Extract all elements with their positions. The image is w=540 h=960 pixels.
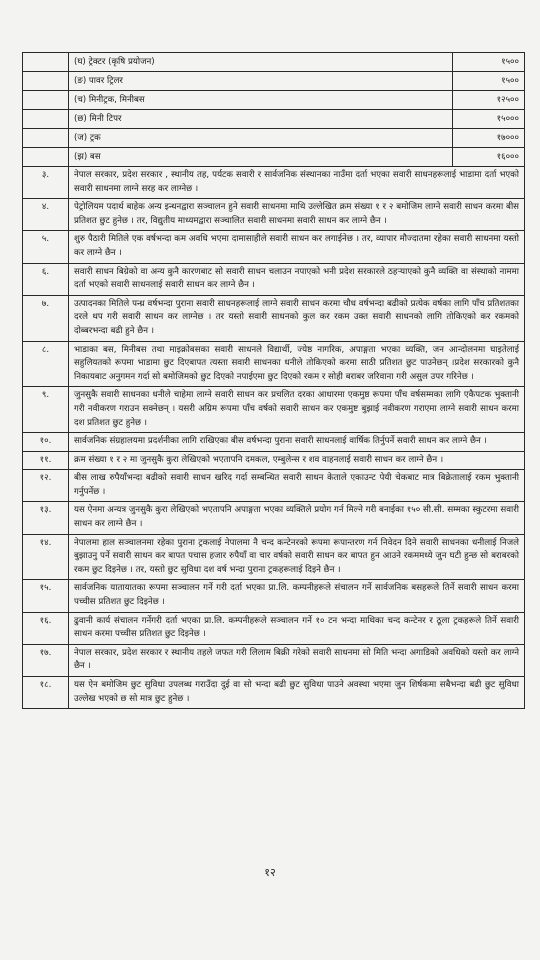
row-number-cell [23, 129, 69, 148]
vehicle-label: (ज) ट्रक [69, 129, 453, 148]
clause-row [23, 580, 525, 612]
clause-number: ६. [23, 263, 69, 295]
clause-number: ११. [23, 451, 69, 470]
vehicle-label: (घ) ट्रेक्टर (कृषि प्रयोजन) [69, 53, 453, 72]
vehicle-row [23, 53, 525, 72]
row-number-cell [23, 53, 69, 72]
vehicle-rate: १६००० [453, 148, 525, 167]
clause-row [23, 451, 525, 470]
vehicle-rate: १७००० [453, 129, 525, 148]
clause-row [23, 387, 525, 433]
vehicle-rates-section [23, 53, 525, 167]
vehicle-rate: १५०० [453, 72, 525, 91]
clause-text: नेपालमा हाल सञ्चालनमा रहेका पुराना ट्रकलाई नेपालमा नै चन्द कन्टेनरको रूपमा रूपान्तरण गर्न निवेदन दिने सवारी साधनका धनीलाई निजले बुझाउनु पर्ने सवारी साधन कर बापत पचास हजार रुपैयाँ वा चार वर्षको सवारी साधन कर बापत हुन आउने रकममध्ये जुन घटी हुन्छ सो बराबरको रकम छुट दिइनेछ । तर, यस्तो छुट सुविधा दश वर्ष भन्दा पुराना ट्रकहरूलाई दिइने छैन । [69, 534, 525, 580]
clause-number: १४. [23, 534, 69, 580]
clause-text: यस ऐनमा अन्यत्र जुनसुकै कुरा लेखिएको भएतापनि अपाङ्गता भएका व्यक्तिले प्रयोग गर्न मिल्ने गरी बनाईका १५० सी.सी. सम्मका स्कुटरमा सवारी साधन कर लाग्ने छैन । [69, 502, 525, 534]
clause-number: ७. [23, 295, 69, 341]
clause-row [23, 502, 525, 534]
clause-text: पेट्रोलियम पदार्थ बाहेक अन्य इन्धनद्वारा सञ्चालन हुने सवारी साधनमा माथि उल्लेखित क्रम संख्या १ र २ बमोजिम लाग्ने सवारी साधन करमा बीस प्रतिशत छुट हुनेछ । तर, विद्युतीय माध्यमद्वारा सञ्चालित सवारी साधनमा सवारी साधन कर लाग्ने छैन । [69, 199, 525, 231]
row-number-cell [23, 110, 69, 129]
vehicle-row [23, 148, 525, 167]
clause-text: नेपाल सरकार, प्रदेश सरकार , स्थानीय तह, पर्यटक सवारी र सार्वजनिक संस्थानका नाउँमा दर्ता भएका सवारी साधनहरूलाई भाडामा दर्ता भएको सवारी साधनमा लाग्ने सरह कर लाग्नेछ । [69, 167, 525, 199]
clause-text: बीस लाख रुपैयाँभन्दा बढीको सवारी साधन खरिद गर्दा सम्बन्धित सवारी साधन केताले एकाउन्ट पेयी चेकबाट मात्र बिक्रेतालाई रकम भुक्तानी गर्नुपर्नेछ । [69, 470, 525, 502]
clause-row [23, 167, 525, 199]
vehicle-rate: १५०० [453, 53, 525, 72]
vehicle-label: (च) मिनीट्रक, मिनीबस [69, 91, 453, 110]
clause-text: सार्वजनिक यातायातका रूपमा सञ्चालन गर्ने गरी दर्ता भएका प्रा.लि. कम्पनीहरूले संचालन गर्ने सार्वजनिक बसहरूले तिर्ने सवारी साधन करमा पच्चीस प्रतिशत छुट दिइनेछ । [69, 580, 525, 612]
vehicle-row [23, 72, 525, 91]
clause-row [23, 199, 525, 231]
clause-number: ८. [23, 341, 69, 387]
clause-row [23, 295, 525, 341]
clause-text: भाडाका बस, मिनीबस तथा माइक्रोबसका सवारी साधनले विद्यार्थी, ज्येष्ठ नागरिक, अपाङ्गता भएका व्यक्ति, जन आन्दोलनमा घाइतेलाई सहुलियतको रूपमा भाडामा छुट दिएबापत त्यस्ता सवारी साधनका धनीले तोकिएको करमा साठी प्रतिशत छुट पाउनेछन् ।प्रदेश सरकारको कुनै निकायबाट अनुगमन गर्दा सो बमोजिमको छुट दिएको नपाईएमा छुट दिएको रकम र सोही बराबर जरिवाना गरी असुल उपर गरिनेछ । [69, 341, 525, 387]
clause-number: १६. [23, 612, 69, 644]
row-number-cell [23, 148, 69, 167]
vehicle-label: (झ) बस [69, 148, 453, 167]
clauses-section [23, 167, 525, 709]
clause-row [23, 341, 525, 387]
clause-number: १२. [23, 470, 69, 502]
clause-number: ४. [23, 199, 69, 231]
row-number-cell [23, 72, 69, 91]
clause-text: नेपाल सरकार, प्रदेश सरकार र स्थानीय तहले जफत गरी लिलाम बिक्री गरेको सवारी साधनमा सो मिति भन्दा अगाडिको अवधिको यस्तो कर लाग्ने छैन । [69, 644, 525, 676]
clause-number: १५. [23, 580, 69, 612]
clause-row [23, 677, 525, 709]
clause-text: यस ऐन बमोजिम छुट सुविधा उपलब्ध गराउँदा दुई वा सो भन्दा बढी छुट सुविधा पाउने अवस्था भएमा जुन शिर्षकमा सबैभन्दा बढी छुट सुविधा उल्लेख भएको छ सो मात्र छुट हुनेछ । [69, 677, 525, 709]
clause-number: ९. [23, 387, 69, 433]
clause-text: शुरु पैठारी मितिले एक वर्षभन्दा कम अवधि भएमा दामासाहीले सवारी साधन कर लगाईनेछ । तर, व्यापार मौज्दातमा रहेका सवारी साधनमा यस्तो कर लाग्ने छैन । [69, 231, 525, 263]
clause-row [23, 433, 525, 452]
clause-text: सार्वजनिक संग्रहालयमा प्रदर्शनीका लागि राखिएका बीस वर्षभन्दा पुराना सवारी साधनलाई वार्षिक तिर्नुपर्ने सवारी साधन कर लाग्ने छैन । [69, 433, 525, 452]
clause-number: १७. [23, 644, 69, 676]
vehicle-row [23, 91, 525, 110]
clause-row [23, 534, 525, 580]
clause-text: क्रम संख्या १ र २ मा जुनसुकै कुरा लेखिएको भएतापनि दमकल, एम्बुलेन्स र शव वाहनलाई सवारी साधन कर लाग्ने छैन । [69, 451, 525, 470]
clause-row [23, 470, 525, 502]
clause-row [23, 644, 525, 676]
clause-row [23, 231, 525, 263]
vehicle-row [23, 129, 525, 148]
clause-number: १०. [23, 433, 69, 452]
vehicle-rate: १२५०० [453, 91, 525, 110]
clause-number: ३. [23, 167, 69, 199]
page-number: १२ [264, 866, 276, 879]
clause-text: जुनसुकै सवारी साधनका धनीले चाहेमा लाग्ने सवारी साधन कर प्रचलित दरका आधारमा एकमुष्ठ रूपमा पाँच वर्षसम्मका लागि एकैपटक भुक्तानी गरी नवीकरण गराउन सक्नेछन् । यसरी अग्रिम रूपमा पाँच वर्षको सवारी साधन कर एकमुष्ट बुझाई नवीकरण गराएमा लाग्ने सवारी साधन करमा दश प्रतिशत छुट हुनेछ । [69, 387, 525, 433]
vehicle-row [23, 110, 525, 129]
clause-number: १३. [23, 502, 69, 534]
vehicle-label: (ङ) पावर ट्रिलर [69, 72, 453, 91]
clause-row [23, 263, 525, 295]
clause-row [23, 612, 525, 644]
tax-provisions-table [22, 52, 525, 709]
row-number-cell [23, 91, 69, 110]
clause-text: ढुवानी कार्य संचालन गर्नेगरी दर्ता भएका प्रा.लि. कम्पनीहरूले सञ्चालन गर्ने १० टन भन्दा माथिका चन्द कन्टेनर र ठूला ट्रकहरूले तिर्ने सवारी साधन करमा पच्चीस प्रतिशत छुट दिइनेछ । [69, 612, 525, 644]
clause-number: ५. [23, 231, 69, 263]
clause-number: १८. [23, 677, 69, 709]
clause-text: सवारी साधन बिग्रेको वा अन्य कुनै कारणबाट सो सवारी साधन चलाउन नपाएको भनी प्रदेश सरकारले ठहऱ्याएको कुनै व्यक्ति वा संस्थाको नाममा दर्ता भएको सवारी साधनलाई सवारी साधन कर लाग्ने छैन । [69, 263, 525, 295]
clause-text: उत्पादनका मितिले पन्ध्र वर्षभन्दा पुराना सवारी साधनहरूलाई लाग्ने सवारी साधन करमा चौध वर्षभन्दा बढीको प्रत्येक वर्षका लागि पाँच प्रतिशतका दरले थप गरी सवारी साधन कर लाग्नेछ । तर यस्तो सवारी साधनको कुल कर रकम उक्त सवारी साधनको लागि तोकिएको कर रकमको दोब्बरभन्दा बढी हुने छैन । [69, 295, 525, 341]
vehicle-rate: १५००० [453, 110, 525, 129]
vehicle-label: (छ) मिनी टिपर [69, 110, 453, 129]
